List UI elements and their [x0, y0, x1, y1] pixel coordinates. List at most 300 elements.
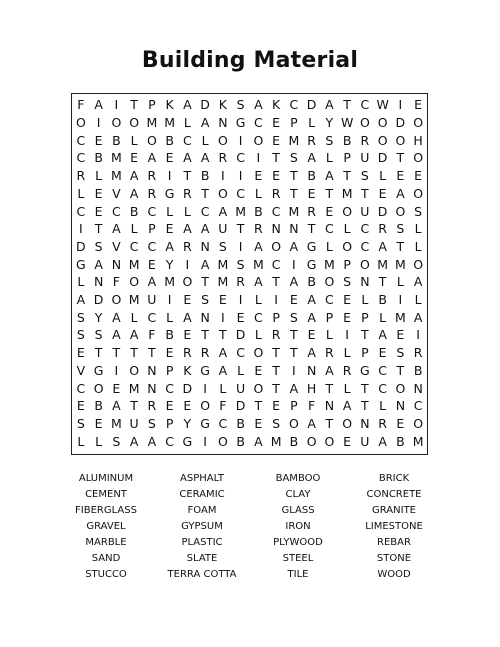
grid-letter[interactable]: R — [378, 415, 387, 431]
grid-letter[interactable]: P — [272, 309, 280, 325]
grid-letter[interactable]: I — [238, 238, 243, 254]
grid-letter[interactable]: O — [359, 256, 370, 272]
grid-letter[interactable]: T — [272, 150, 280, 166]
grid-letter[interactable]: Y — [183, 415, 192, 431]
grid-letter[interactable]: R — [360, 132, 370, 148]
grid-letter[interactable]: M — [164, 115, 176, 131]
grid-letter[interactable]: C — [254, 309, 263, 325]
grid-letter[interactable]: C — [413, 398, 423, 414]
grid-letter[interactable]: T — [94, 221, 103, 237]
grid-letter[interactable]: K — [165, 97, 174, 113]
grid-letter[interactable]: M — [164, 274, 176, 290]
grid-letter[interactable]: B — [165, 132, 174, 148]
grid-letter[interactable]: R — [307, 203, 316, 219]
grid-letter[interactable]: T — [325, 185, 334, 201]
grid-letter[interactable]: L — [219, 380, 227, 396]
grid-letter[interactable]: Y — [165, 256, 174, 272]
grid-letter[interactable]: P — [290, 398, 298, 414]
grid-letter[interactable]: A — [307, 345, 316, 361]
grid-letter[interactable]: T — [130, 398, 138, 414]
grid-letter[interactable]: L — [166, 309, 174, 325]
grid-letter[interactable]: L — [130, 309, 138, 325]
grid-letter[interactable]: E — [183, 292, 192, 308]
grid-letter[interactable]: I — [114, 97, 119, 113]
grid-letter[interactable]: T — [396, 238, 405, 254]
grid-letter[interactable]: L — [343, 380, 351, 396]
grid-letter[interactable]: D — [377, 203, 388, 219]
grid-letter[interactable]: E — [147, 256, 156, 272]
grid-letter[interactable]: C — [378, 362, 387, 378]
grid-letter[interactable]: E — [165, 398, 174, 414]
grid-letter[interactable]: C — [360, 97, 370, 113]
grid-letter[interactable]: C — [129, 238, 139, 254]
grid-letter[interactable]: E — [183, 398, 192, 414]
grid-letter[interactable]: W — [376, 97, 389, 113]
grid-letter[interactable]: M — [128, 256, 140, 272]
grid-letter[interactable]: S — [236, 97, 245, 113]
grid-letter[interactable]: A — [218, 362, 228, 378]
grid-letter[interactable]: B — [289, 433, 299, 449]
grid-letter[interactable]: N — [271, 221, 281, 237]
grid-letter[interactable]: C — [360, 221, 370, 237]
grid-letter[interactable]: E — [343, 309, 352, 325]
grid-letter[interactable]: I — [79, 221, 83, 237]
grid-letter[interactable]: R — [147, 398, 157, 414]
grid-letter[interactable]: T — [201, 185, 209, 201]
grid-letter[interactable]: O — [217, 433, 228, 449]
grid-letter[interactable]: T — [361, 380, 369, 396]
grid-letter[interactable]: I — [416, 327, 420, 343]
grid-letter[interactable]: A — [129, 327, 139, 343]
grid-letter[interactable]: E — [94, 203, 103, 219]
grid-letter[interactable]: M — [235, 203, 247, 219]
grid-letter[interactable]: D — [306, 97, 317, 113]
grid-letter[interactable]: E — [396, 415, 405, 431]
grid-letter[interactable]: A — [378, 327, 387, 343]
grid-letter[interactable]: C — [360, 238, 370, 254]
grid-letter[interactable]: C — [271, 256, 281, 272]
grid-letter[interactable]: U — [129, 415, 139, 431]
grid-letter[interactable]: F — [219, 398, 227, 414]
grid-letter[interactable]: O — [129, 274, 140, 290]
grid-letter[interactable]: S — [289, 150, 298, 166]
grid-letter[interactable]: C — [76, 132, 86, 148]
grid-letter[interactable]: L — [237, 362, 245, 378]
grid-letter[interactable]: O — [413, 115, 424, 131]
grid-letter[interactable]: Y — [325, 115, 334, 131]
grid-letter[interactable]: I — [167, 292, 172, 308]
grid-letter[interactable]: L — [254, 292, 262, 308]
grid-letter[interactable]: M — [341, 185, 353, 201]
grid-letter[interactable]: M — [394, 256, 406, 272]
grid-letter[interactable]: P — [290, 115, 298, 131]
grid-letter[interactable]: N — [111, 256, 122, 272]
grid-letter[interactable]: E — [112, 380, 121, 396]
grid-letter[interactable]: D — [76, 238, 86, 254]
grid-letter[interactable]: C — [76, 150, 86, 166]
grid-letter[interactable]: L — [414, 292, 422, 308]
grid-letter[interactable]: O — [342, 203, 353, 219]
grid-letter[interactable]: N — [360, 274, 370, 290]
grid-letter[interactable]: S — [325, 132, 334, 148]
grid-letter[interactable]: E — [76, 398, 85, 414]
grid-letter[interactable]: R — [254, 221, 263, 237]
grid-letter[interactable]: B — [396, 433, 405, 449]
grid-letter[interactable]: E — [272, 168, 281, 184]
grid-letter[interactable]: T — [254, 398, 263, 414]
grid-letter[interactable]: U — [360, 433, 370, 449]
grid-letter[interactable]: A — [147, 274, 157, 290]
grid-letter[interactable]: E — [307, 327, 316, 343]
grid-letter[interactable]: K — [272, 97, 281, 113]
grid-letter[interactable]: U — [147, 292, 157, 308]
grid-letter[interactable]: S — [94, 238, 103, 254]
grid-letter[interactable]: S — [272, 415, 281, 431]
grid-letter[interactable]: O — [324, 274, 335, 290]
grid-letter[interactable]: B — [236, 433, 245, 449]
grid-letter[interactable]: D — [200, 97, 210, 113]
grid-letter[interactable]: M — [323, 256, 335, 272]
grid-letter[interactable]: T — [272, 380, 280, 396]
grid-letter[interactable]: E — [76, 345, 85, 361]
grid-letter[interactable]: M — [110, 415, 122, 431]
grid-letter[interactable]: O — [377, 132, 388, 148]
grid-letter[interactable]: P — [148, 221, 156, 237]
grid-letter[interactable]: A — [129, 168, 139, 184]
grid-letter[interactable]: O — [413, 150, 424, 166]
grid-letter[interactable]: B — [112, 132, 121, 148]
grid-letter[interactable]: T — [183, 168, 192, 184]
grid-letter[interactable]: A — [112, 221, 121, 237]
grid-letter[interactable]: M — [217, 256, 229, 272]
grid-letter[interactable]: R — [147, 185, 157, 201]
grid-letter[interactable]: N — [395, 398, 406, 414]
grid-letter[interactable]: R — [378, 221, 387, 237]
grid-letter[interactable]: A — [396, 185, 405, 201]
grid-letter[interactable]: T — [290, 185, 298, 201]
grid-letter[interactable]: P — [165, 362, 174, 378]
grid-letter[interactable]: N — [289, 221, 299, 237]
grid-letter[interactable]: N — [413, 380, 423, 396]
grid-letter[interactable]: O — [253, 345, 264, 361]
grid-letter[interactable]: E — [236, 309, 245, 325]
grid-letter[interactable]: P — [148, 97, 156, 113]
grid-letter[interactable]: R — [183, 185, 192, 201]
grid-letter[interactable]: C — [112, 203, 121, 219]
grid-letter[interactable]: F — [77, 97, 85, 113]
grid-letter[interactable]: C — [147, 203, 157, 219]
grid-letter[interactable]: L — [414, 238, 422, 254]
grid-letter[interactable]: B — [307, 274, 316, 290]
grid-letter[interactable]: A — [413, 274, 423, 290]
grid-letter[interactable]: I — [274, 292, 278, 308]
grid-letter[interactable]: E — [272, 132, 281, 148]
grid-letter[interactable]: G — [182, 433, 193, 449]
grid-letter[interactable]: H — [413, 132, 423, 148]
grid-letter[interactable]: T — [130, 97, 138, 113]
grid-letter[interactable]: P — [343, 256, 351, 272]
grid-letter[interactable]: O — [129, 362, 140, 378]
grid-letter[interactable]: A — [289, 380, 299, 396]
grid-letter[interactable]: I — [167, 168, 172, 184]
grid-letter[interactable]: I — [345, 327, 349, 343]
grid-letter[interactable]: A — [307, 415, 316, 431]
grid-letter[interactable]: A — [147, 433, 157, 449]
grid-letter[interactable]: A — [254, 238, 263, 254]
grid-letter[interactable]: S — [414, 203, 423, 219]
grid-letter[interactable]: A — [112, 327, 121, 343]
grid-letter[interactable]: C — [218, 415, 228, 431]
grid-letter[interactable]: L — [77, 433, 85, 449]
grid-letter[interactable]: P — [343, 150, 351, 166]
grid-letter[interactable]: L — [201, 132, 209, 148]
grid-letter[interactable]: M — [128, 380, 140, 396]
grid-letter[interactable]: N — [306, 362, 317, 378]
grid-letter[interactable]: B — [307, 168, 316, 184]
grid-letter[interactable]: O — [253, 380, 264, 396]
grid-letter[interactable]: T — [130, 345, 138, 361]
grid-letter[interactable]: L — [396, 274, 404, 290]
grid-letter[interactable]: Y — [94, 309, 103, 325]
grid-letter[interactable]: M — [412, 433, 424, 449]
grid-letter[interactable]: E — [396, 168, 405, 184]
grid-letter[interactable]: A — [289, 274, 299, 290]
grid-letter[interactable]: I — [398, 97, 403, 113]
grid-letter[interactable]: T — [236, 221, 245, 237]
grid-letter[interactable]: C — [325, 221, 334, 237]
grid-letter[interactable]: M — [217, 274, 229, 290]
grid-letter[interactable]: T — [396, 362, 405, 378]
grid-letter[interactable]: S — [76, 327, 85, 343]
grid-letter[interactable]: D — [182, 380, 193, 396]
grid-letter[interactable]: E — [94, 415, 103, 431]
grid-letter[interactable]: A — [307, 292, 316, 308]
grid-letter[interactable]: C — [165, 433, 174, 449]
grid-letter[interactable]: C — [236, 185, 245, 201]
grid-letter[interactable]: T — [219, 327, 227, 343]
grid-letter[interactable]: F — [308, 398, 316, 414]
grid-letter[interactable]: T — [272, 362, 280, 378]
grid-letter[interactable]: M — [377, 256, 389, 272]
grid-letter[interactable]: E — [254, 168, 263, 184]
grid-letter[interactable]: O — [271, 238, 282, 254]
grid-letter[interactable]: C — [147, 309, 157, 325]
grid-letter[interactable]: O — [395, 380, 406, 396]
grid-letter[interactable]: I — [114, 362, 119, 378]
grid-letter[interactable]: M — [128, 292, 140, 308]
grid-letter[interactable]: T — [290, 168, 298, 184]
grid-letter[interactable]: P — [325, 309, 334, 325]
grid-letter[interactable]: O — [129, 115, 140, 131]
grid-letter[interactable]: O — [395, 203, 406, 219]
grid-letter[interactable]: M — [288, 132, 300, 148]
grid-letter[interactable]: C — [147, 238, 157, 254]
grid-letter[interactable]: O — [306, 433, 317, 449]
grid-letter[interactable]: E — [94, 132, 103, 148]
grid-letter[interactable]: K — [218, 97, 227, 113]
grid-letter[interactable]: E — [165, 150, 174, 166]
grid-letter[interactable]: A — [183, 221, 192, 237]
grid-letter[interactable]: S — [147, 415, 156, 431]
grid-letter[interactable]: R — [342, 362, 352, 378]
grid-letter[interactable]: L — [343, 345, 351, 361]
grid-letter[interactable]: B — [165, 327, 174, 343]
grid-letter[interactable]: D — [235, 327, 246, 343]
grid-letter[interactable]: I — [238, 292, 243, 308]
grid-letter[interactable]: O — [93, 380, 104, 396]
grid-letter[interactable]: I — [292, 362, 296, 378]
grid-letter[interactable]: T — [94, 345, 103, 361]
grid-letter[interactable]: O — [342, 415, 353, 431]
grid-letter[interactable]: A — [94, 97, 103, 113]
grid-letter[interactable]: L — [95, 168, 103, 184]
grid-letter[interactable]: O — [413, 256, 424, 272]
grid-letter[interactable]: E — [218, 292, 227, 308]
grid-letter[interactable]: E — [272, 398, 281, 414]
grid-letter[interactable]: R — [183, 238, 192, 254]
grid-letter[interactable]: A — [307, 309, 316, 325]
grid-letter[interactable]: D — [93, 292, 104, 308]
grid-letter[interactable]: C — [378, 380, 387, 396]
grid-letter[interactable]: T — [272, 274, 280, 290]
grid-letter[interactable]: L — [343, 221, 351, 237]
grid-letter[interactable]: M — [394, 309, 406, 325]
grid-letter[interactable]: E — [130, 150, 139, 166]
grid-letter[interactable]: R — [307, 132, 316, 148]
grid-letter[interactable]: T — [290, 345, 298, 361]
grid-letter[interactable]: A — [289, 238, 299, 254]
grid-letter[interactable]: O — [342, 238, 353, 254]
grid-letter[interactable]: C — [76, 203, 86, 219]
grid-letter[interactable]: E — [414, 168, 423, 184]
grid-letter[interactable]: A — [129, 433, 139, 449]
grid-letter[interactable]: L — [183, 203, 191, 219]
grid-letter[interactable]: A — [325, 168, 334, 184]
grid-letter[interactable]: A — [378, 238, 387, 254]
grid-letter[interactable]: B — [200, 168, 210, 184]
grid-letter[interactable]: A — [94, 256, 103, 272]
grid-letter[interactable]: C — [165, 380, 174, 396]
grid-letter[interactable]: A — [307, 150, 316, 166]
grid-letter[interactable]: E — [414, 97, 423, 113]
grid-letter[interactable]: O — [182, 274, 193, 290]
grid-letter[interactable]: R — [271, 185, 281, 201]
grid-letter[interactable]: G — [76, 256, 86, 272]
grid-letter[interactable]: A — [254, 433, 263, 449]
grid-letter[interactable]: U — [360, 203, 370, 219]
grid-letter[interactable]: S — [112, 433, 121, 449]
grid-letter[interactable]: L — [325, 150, 333, 166]
grid-letter[interactable]: R — [236, 274, 245, 290]
grid-letter[interactable]: O — [395, 132, 406, 148]
grid-letter[interactable]: I — [256, 150, 261, 166]
grid-letter[interactable]: A — [378, 433, 387, 449]
grid-letter[interactable]: T — [343, 97, 351, 113]
grid-letter[interactable]: G — [93, 362, 104, 378]
grid-letter[interactable]: D — [395, 115, 406, 131]
grid-letter[interactable]: G — [306, 238, 317, 254]
grid-letter[interactable]: A — [413, 309, 423, 325]
grid-letter[interactable]: T — [396, 150, 405, 166]
grid-letter[interactable]: R — [200, 345, 210, 361]
grid-letter[interactable]: N — [93, 274, 104, 290]
grid-letter[interactable]: R — [271, 327, 281, 343]
grid-letter[interactable]: A — [112, 398, 121, 414]
grid-letter[interactable]: O — [200, 398, 211, 414]
grid-letter[interactable]: I — [203, 380, 207, 396]
grid-letter[interactable]: G — [360, 362, 370, 378]
grid-letter[interactable]: I — [292, 256, 296, 272]
grid-letter[interactable]: E — [396, 327, 405, 343]
letter-grid[interactable] — [71, 93, 428, 455]
grid-letter[interactable]: R — [413, 345, 423, 361]
grid-letter[interactable]: I — [221, 168, 225, 184]
grid-letter[interactable]: N — [147, 380, 157, 396]
grid-letter[interactable]: A — [218, 345, 228, 361]
grid-letter[interactable]: A — [183, 150, 192, 166]
grid-letter[interactable]: V — [76, 362, 86, 378]
grid-letter[interactable]: S — [201, 292, 210, 308]
grid-letter[interactable]: B — [94, 398, 103, 414]
grid-letter[interactable]: T — [290, 327, 298, 343]
grid-letter[interactable]: A — [112, 309, 121, 325]
grid-letter[interactable]: T — [343, 168, 351, 184]
grid-letter[interactable]: F — [148, 327, 156, 343]
grid-letter[interactable]: A — [254, 274, 263, 290]
grid-letter[interactable]: N — [200, 238, 210, 254]
grid-letter[interactable]: L — [308, 115, 316, 131]
grid-letter[interactable]: O — [253, 132, 264, 148]
grid-letter[interactable]: I — [96, 115, 101, 131]
grid-letter[interactable]: T — [148, 345, 156, 361]
grid-letter[interactable]: P — [165, 415, 174, 431]
grid-letter[interactable]: C — [271, 203, 281, 219]
grid-letter[interactable]: T — [361, 398, 369, 414]
grid-letter[interactable]: O — [75, 115, 86, 131]
grid-letter[interactable]: A — [325, 97, 334, 113]
grid-letter[interactable]: M — [252, 256, 264, 272]
grid-letter[interactable]: M — [288, 203, 300, 219]
grid-letter[interactable]: I — [221, 309, 225, 325]
grid-letter[interactable]: A — [165, 238, 174, 254]
grid-letter[interactable]: E — [183, 327, 192, 343]
grid-letter[interactable]: A — [200, 221, 210, 237]
grid-letter[interactable]: L — [77, 274, 85, 290]
grid-letter[interactable]: A — [76, 292, 86, 308]
grid-letter[interactable]: C — [289, 97, 299, 113]
grid-letter[interactable]: O — [324, 433, 335, 449]
grid-letter[interactable]: L — [130, 221, 138, 237]
grid-letter[interactable]: T — [272, 345, 280, 361]
grid-letter[interactable]: B — [342, 132, 352, 148]
grid-letter[interactable]: E — [254, 362, 263, 378]
grid-letter[interactable]: C — [236, 150, 245, 166]
grid-letter[interactable]: R — [76, 168, 86, 184]
grid-letter[interactable]: U — [236, 380, 246, 396]
grid-letter[interactable]: O — [359, 115, 370, 131]
grid-letter[interactable]: L — [379, 398, 387, 414]
grid-letter[interactable]: A — [147, 150, 157, 166]
grid-letter[interactable]: V — [112, 238, 121, 254]
grid-letter[interactable]: C — [183, 132, 192, 148]
grid-letter[interactable]: B — [378, 292, 387, 308]
grid-letter[interactable]: O — [377, 115, 388, 131]
grid-letter[interactable]: L — [254, 185, 262, 201]
grid-letter[interactable]: A — [200, 150, 210, 166]
grid-letter[interactable]: E — [289, 292, 298, 308]
grid-letter[interactable]: G — [200, 362, 210, 378]
grid-letter[interactable]: P — [361, 345, 369, 361]
